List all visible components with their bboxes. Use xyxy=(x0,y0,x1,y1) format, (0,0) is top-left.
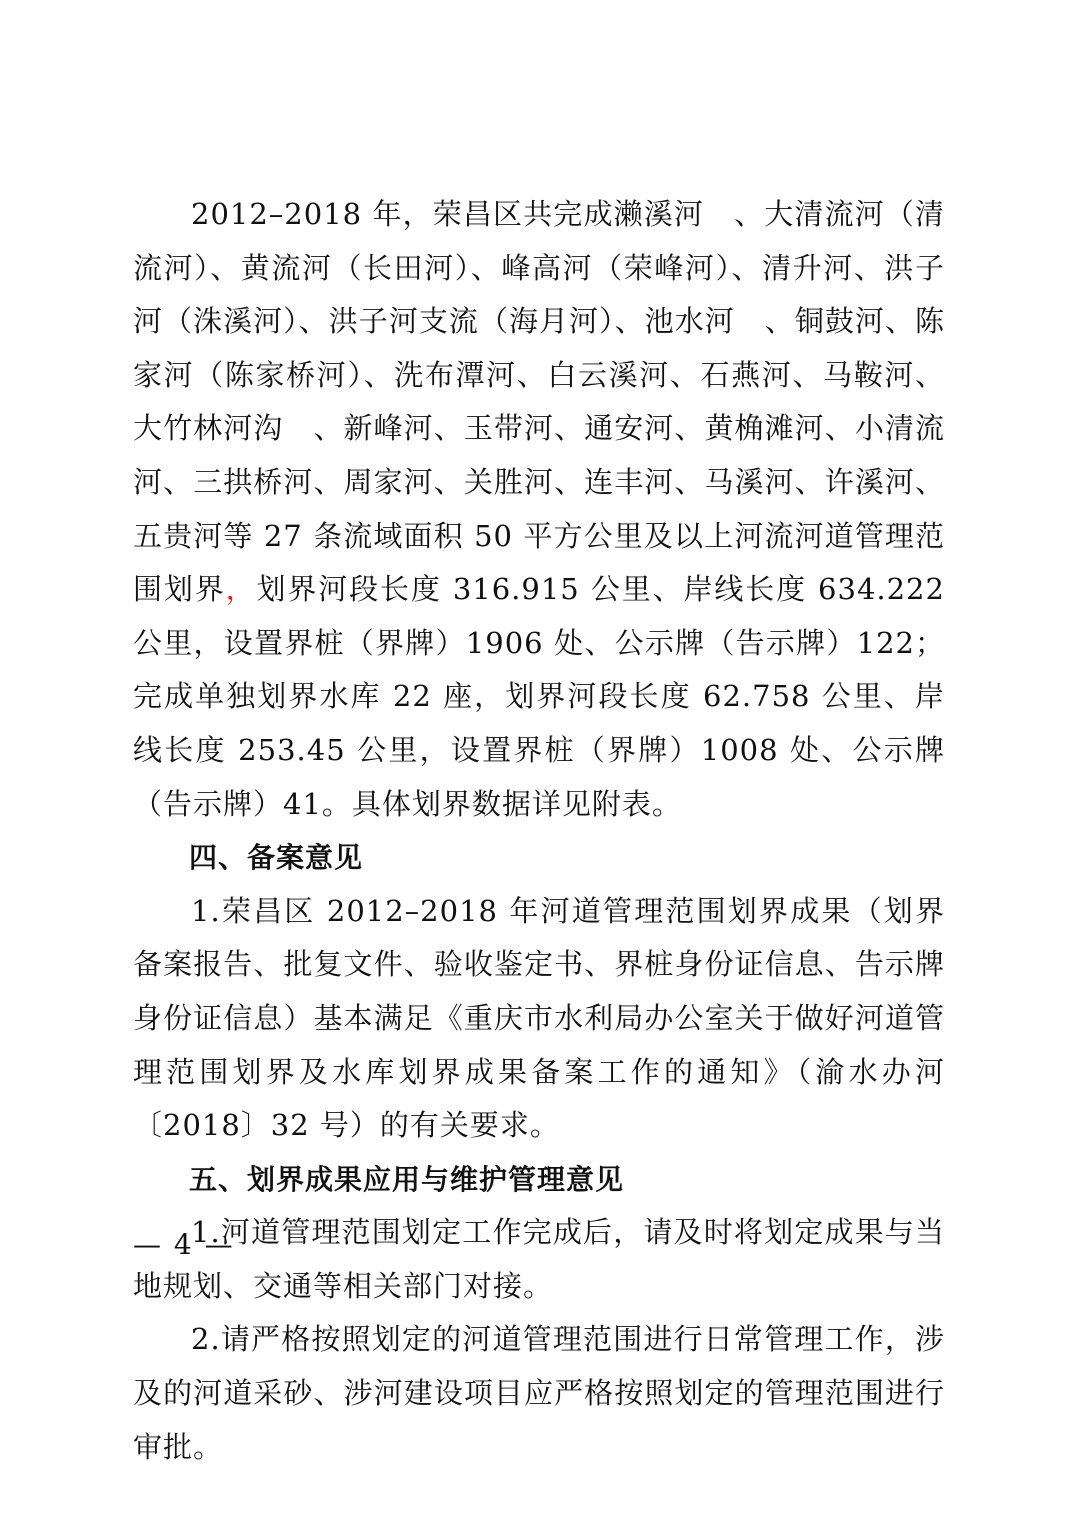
document-body xyxy=(133,188,945,1474)
paragraph-river-demarcation-part-a: 2012–2018 年，荣昌区共完成濑溪河 、大清流河（清流河）、黄流河（长田河）、峰高河（荣峰河）、清升河、洪子河（洙溪河）、洪子河支流（海月河）、池水河 、铜鼓河、陈家河（陈家桥河）、洗布潭河、白云溪河、石燕河、马鞍河、大竹林河沟 、新峰河、玉带河、通安河、黄桷滩河、小清流河、三拱桥河、周家河、关胜河、连丰河、马溪河、许溪河、五贵河等 27 条流域面积 50 平方公里及以上河流河道管理范围划界 xyxy=(133,197,945,607)
red-comma: ， xyxy=(225,572,257,607)
paragraph-river-demarcation xyxy=(133,188,945,831)
paragraph-river-demarcation-part-b: 划界河段长度 316.915 公里、岸线长度 634.222 公里，设置界桩（界牌）1906 处、公示牌（告示牌）122；完成单独划界水库 22 座，划界河段长度 62.758 公里、岸线长度 253.45 公里，设置界桩（界牌）1008 处、公示牌（告示牌）41。具体划界数据详见附表。 xyxy=(133,572,945,821)
paragraph-application-2: 2.请严格按照划定的河道管理范围进行日常管理工作，涉及的河道采砂、涉河建设项目应严格按照划定的管理范围进行审批。 xyxy=(133,1322,945,1464)
section-heading-filing-opinion: 四、备案意见 xyxy=(189,841,364,875)
section-heading-application-maintenance: 五、划界成果应用与维护管理意见 xyxy=(189,1162,625,1196)
paragraph-application-1: 1.河道管理范围划定工作完成后，请及时将划定成果与当地规划、交通等相关部门对接。 xyxy=(133,1215,945,1303)
page-number: — 4 — xyxy=(133,1228,235,1261)
paragraph-filing-opinion-1: 1.荣昌区 2012–2018 年河道管理范围划界成果（划界备案报告、批复文件、验收鉴定书、界桩身份证信息、告示牌身份证信息）基本满足《重庆市水利局办公室关于做好河道管理范围划界及水库划界成果备案工作的通知》（渝水办河〔2018〕32 号）的有关要求。 xyxy=(133,893,945,1143)
